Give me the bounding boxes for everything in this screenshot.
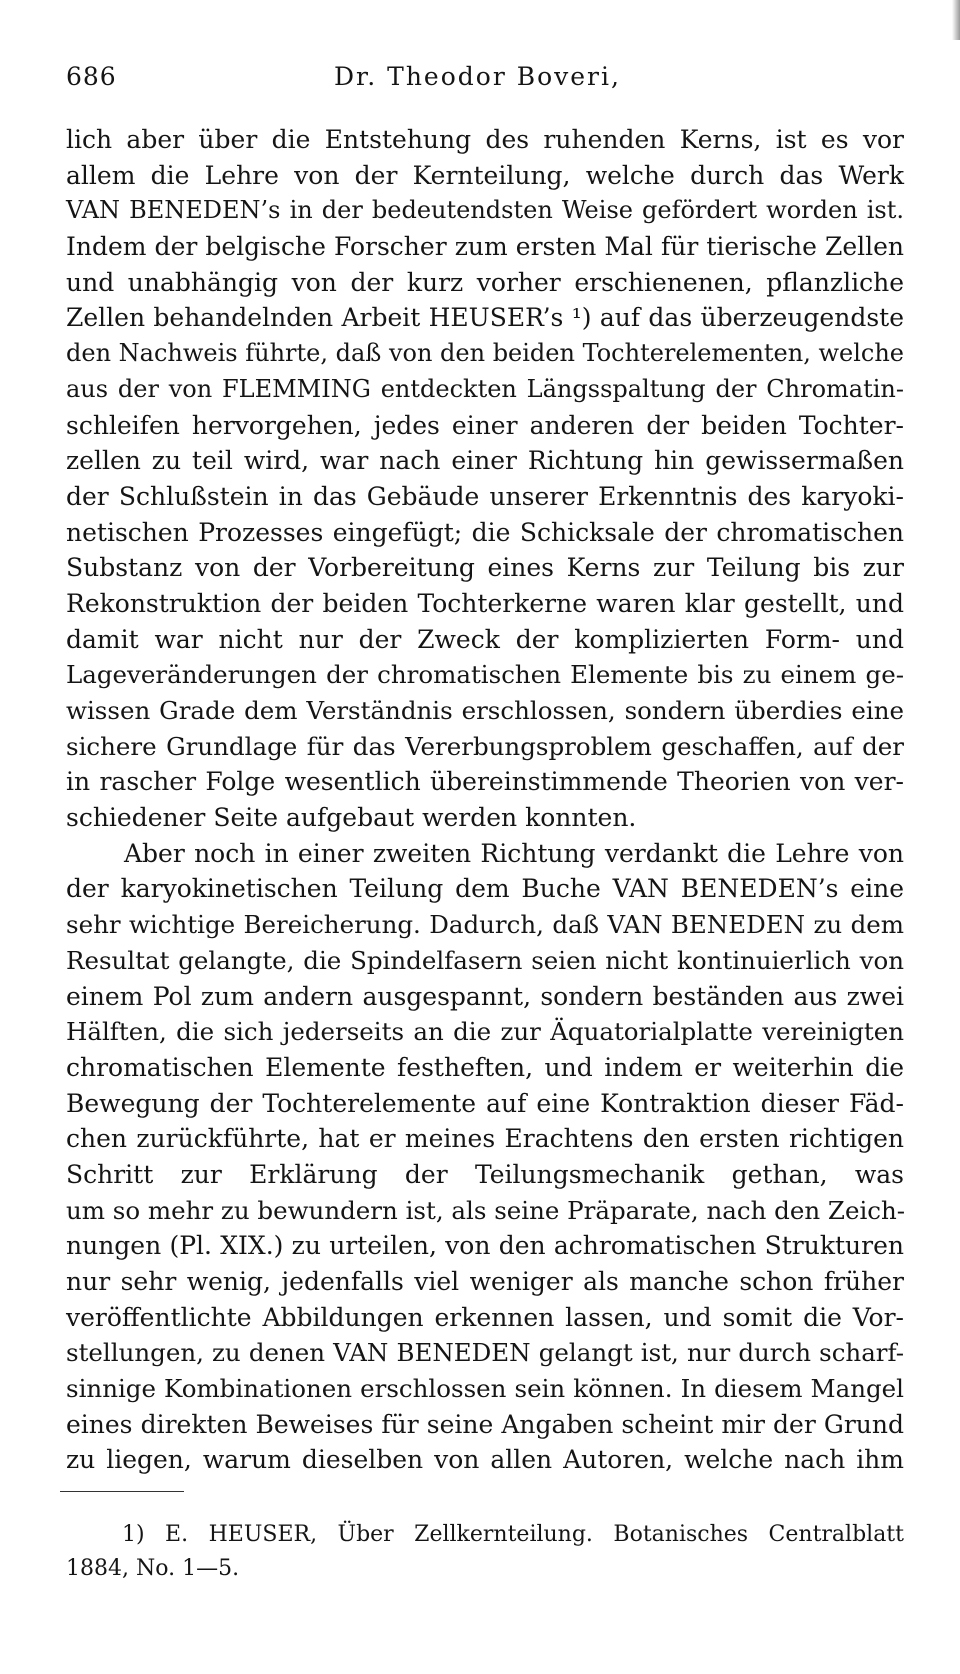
text-line: Indem der belgische Forscher zum ersten Mal für tierische Zellen bbox=[66, 232, 904, 262]
text-line: aus der von FLEMMING entdeckten Längsspaltung der Chromatin- bbox=[66, 374, 904, 403]
text-line: sichere Grundlage für das Vererbungsproblem geschaffen, auf der bbox=[66, 731, 904, 761]
text-line: veröffentlichte Abbildungen erkennen lassen, und somit die Vor- bbox=[66, 1302, 904, 1332]
page-header bbox=[66, 62, 900, 98]
text-line: Substanz von der Vorbereitung eines Kerns zur Teilung bis zur bbox=[66, 553, 904, 583]
footnote bbox=[66, 1518, 904, 1586]
text-line: sehr wichtige Bereicherung. Dadurch, daß VAN BENEDEN zu dem bbox=[66, 910, 904, 940]
footnote-line: 1) E. HEUSER, Über Zellkernteilung. Botanisches Centralblatt bbox=[122, 1522, 904, 1547]
text-line: Rekonstruktion der beiden Tochterkerne waren klar gestellt, und bbox=[66, 588, 904, 618]
text-line: Resultat gelangte, die Spindelfasern seien nicht kontinuierlich von bbox=[66, 945, 904, 975]
text-line: um so mehr zu bewundern ist, als seine Präparate, nach den Zeich- bbox=[66, 1195, 906, 1225]
page-number: 686 bbox=[66, 62, 117, 91]
text-line: chen zurückführte, hat er meines Erachtens den ersten richtigen bbox=[66, 1124, 904, 1154]
text-line: nungen (Pl. XIX.) zu urteilen, von den achromatischen Strukturen bbox=[66, 1231, 904, 1261]
paragraph-start-line: Aber noch in einer zweiten Richtung verdankt die Lehre von bbox=[124, 838, 904, 868]
text-line: Zellen behandelnden Arbeit HEUSER’s ¹) auf das überzeugendste bbox=[66, 303, 904, 333]
text-line: Hälften, die sich jederseits an die zur Äquatorialplatte vereinigten bbox=[66, 1017, 904, 1047]
text-line: zellen zu teil wird, war nach einer Richtung hin gewissermaßen bbox=[66, 446, 904, 476]
text-line: damit war nicht nur der Zweck der komplizierten Form- und bbox=[66, 624, 904, 654]
paragraph-end-line: schiedener Seite aufgebaut werden konnten. bbox=[66, 803, 637, 833]
text-line: lich aber über die Entstehung des ruhenden Kerns, ist es vor bbox=[66, 125, 904, 154]
text-line: eines direkten Beweises für seine Angaben scheint mir der Grund bbox=[66, 1409, 904, 1439]
text-line: VAN BENEDEN’s in der bedeutendsten Weise gefördert worden ist. bbox=[66, 196, 904, 225]
text-line: chromatischen Elemente festheften, und indem er weiterhin die bbox=[66, 1052, 904, 1082]
text-line: wissen Grade dem Verständnis erschlossen, sondern überdies eine bbox=[66, 696, 904, 725]
text-line: der karyokinetischen Teilung dem Buche VAN BENEDEN’s eine bbox=[66, 874, 904, 904]
text-line: nur sehr wenig, jedenfalls viel weniger als manche schon früher bbox=[66, 1267, 904, 1296]
text-line: und unabhängig von der kurz vorher erschienenen, pflanzliche bbox=[66, 267, 904, 297]
text-line: stellungen, zu denen VAN BENEDEN gelangt ist, nur durch scharf- bbox=[66, 1338, 904, 1368]
text-line: Lageveränderungen der chromatischen Elemente bis zu einem ge- bbox=[66, 660, 904, 690]
body-text bbox=[66, 122, 904, 1478]
text-line: einem Pol zum andern ausgespannt, sondern beständen aus zwei bbox=[66, 981, 904, 1011]
page-edge-shadow bbox=[952, 0, 960, 40]
running-head: Dr. Theodor Boveri, bbox=[334, 62, 621, 91]
footnote-line: 1884, No. 1—5. bbox=[66, 1556, 240, 1581]
text-line: netischen Prozesses eingefügt; die Schicksale der chromatischen bbox=[66, 517, 904, 547]
text-line: den Nachweis führte, daß von den beiden Tochterelementen, welche bbox=[66, 339, 904, 368]
text-line: allem die Lehre von der Kernteilung, welche durch das Werk bbox=[66, 160, 904, 190]
footnote-divider bbox=[60, 1491, 184, 1492]
text-line: zu liegen, warum dieselben von allen Autoren, welche nach ihm bbox=[66, 1445, 904, 1475]
text-line: der Schlußstein in das Gebäude unserer Erkenntnis des karyoki- bbox=[66, 481, 904, 511]
text-line: in rascher Folge wesentlich übereinstimmende Theorien von ver- bbox=[66, 767, 904, 797]
text-line: Schritt zur Erklärung der Teilungsmechanik gethan, was bbox=[66, 1159, 904, 1189]
text-line: sinnige Kombinationen erschlossen sein können. In diesem Mangel bbox=[66, 1374, 904, 1404]
text-line: schleifen hervorgehen, jedes einer anderen der beiden Tochter- bbox=[66, 410, 904, 440]
text-line: Bewegung der Tochterelemente auf eine Kontraktion dieser Fäd- bbox=[66, 1088, 904, 1118]
